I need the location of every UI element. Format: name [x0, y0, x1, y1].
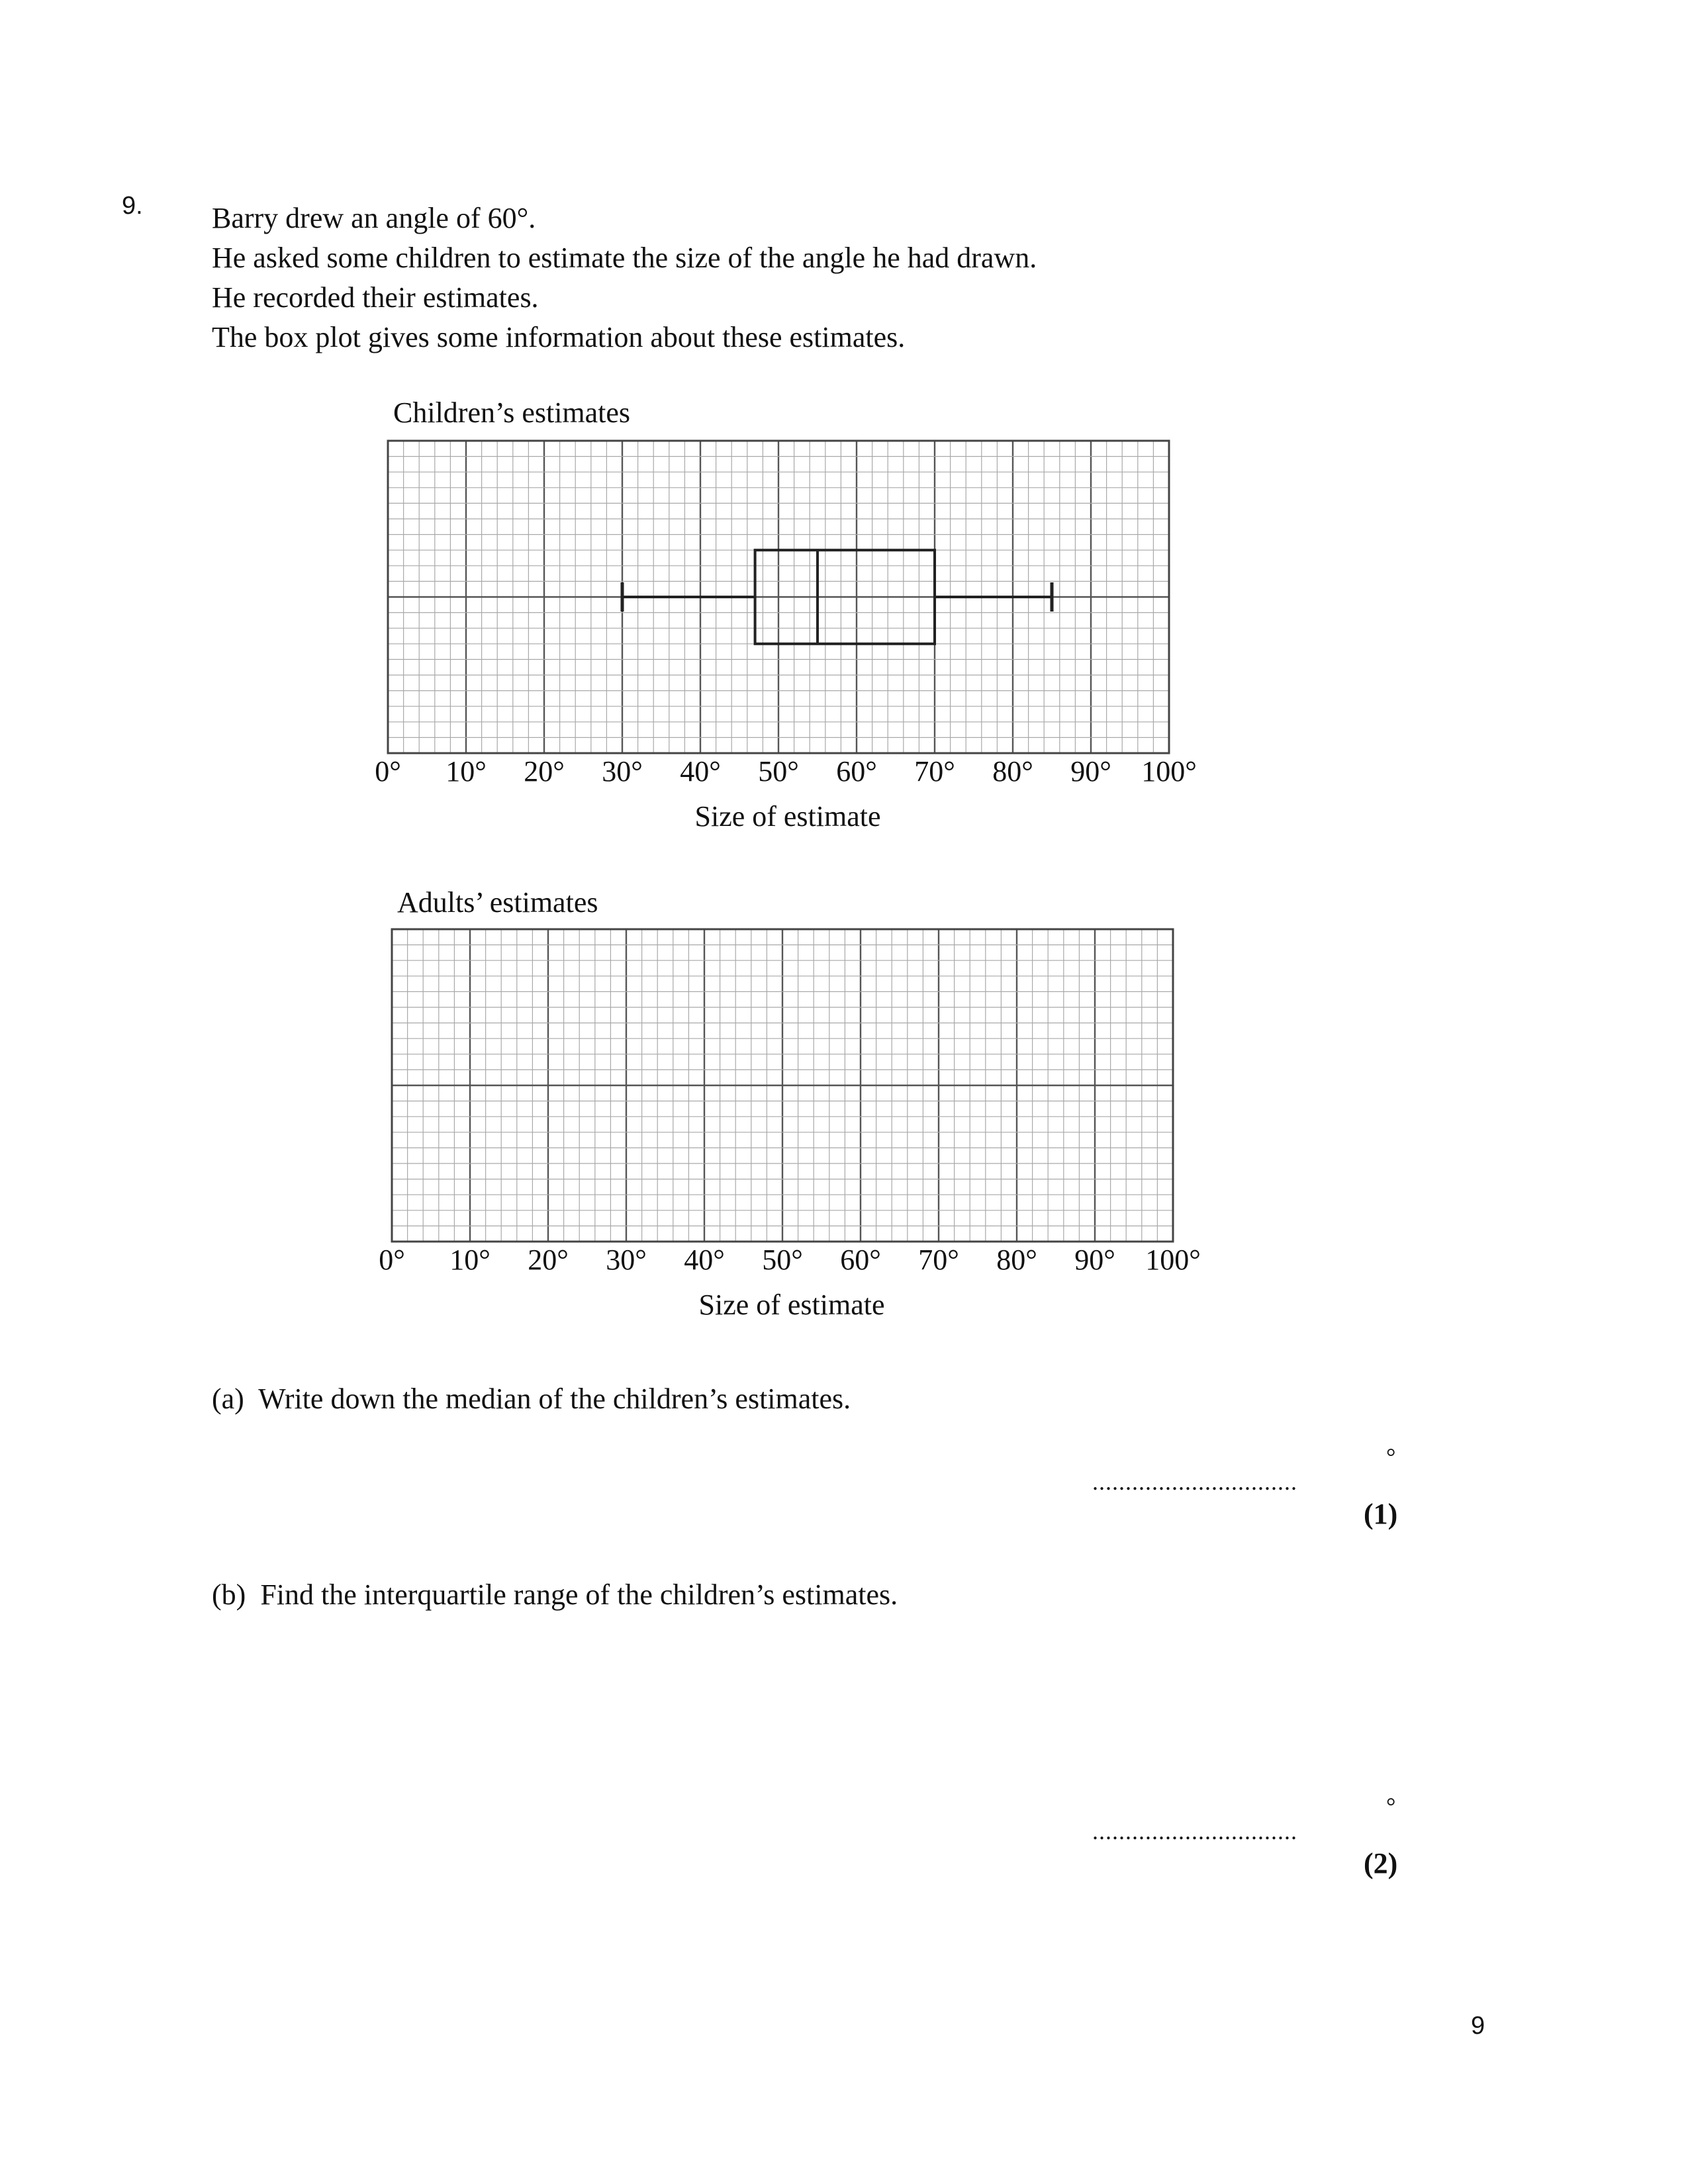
x-tick-label: 70°	[914, 755, 955, 788]
part-a-degree-unit: °	[1386, 1443, 1396, 1470]
part-a-text: Write down the median of the children’s estimates.	[258, 1383, 851, 1415]
x-tick-label: 30°	[606, 1244, 647, 1276]
intro-line-3: He recorded their estimates.	[212, 281, 539, 314]
x-tick-label: 80°	[992, 755, 1033, 788]
x-tick-label: 50°	[758, 755, 799, 788]
intro-line-2: He asked some children to estimate the size of the angle he had drawn.	[212, 242, 1037, 274]
x-tick-label: 20°	[524, 755, 565, 788]
part-a-label: (a)	[212, 1383, 244, 1415]
part-b-answer-line[interactable]: ...............................	[1092, 1818, 1297, 1844]
part-a-question	[212, 1382, 851, 1416]
page-number: 9	[1471, 2012, 1485, 2040]
part-a-marks: (1)	[1364, 1498, 1398, 1530]
x-tick-label: 60°	[840, 1244, 881, 1276]
x-tick-label: 50°	[762, 1244, 803, 1276]
intro-line-1: Barry drew an angle of 60°.	[212, 202, 536, 234]
part-a-answer-line[interactable]: ...............................	[1092, 1469, 1297, 1495]
x-tick-label: 40°	[680, 755, 721, 788]
x-tick-label: 70°	[918, 1244, 959, 1276]
x-tick-label: 20°	[528, 1244, 569, 1276]
part-b-label: (b)	[212, 1578, 246, 1611]
x-tick-label: 60°	[836, 755, 877, 788]
adults-chart-title: Adults’ estimates	[397, 886, 598, 919]
x-tick-label: 90°	[1074, 1244, 1115, 1276]
x-tick-label: 90°	[1070, 755, 1111, 788]
children-box-plot-grid	[384, 437, 1178, 757]
part-b-marks: (2)	[1364, 1847, 1398, 1880]
part-b-text: Find the interquartile range of the children’s estimates.	[260, 1578, 898, 1611]
part-b-degree-unit: °	[1386, 1793, 1396, 1819]
adults-x-axis-label: Size of estimate	[698, 1289, 885, 1321]
x-tick-label: 0°	[375, 755, 401, 788]
x-tick-label: 40°	[684, 1244, 725, 1276]
x-tick-label: 10°	[445, 755, 487, 788]
children-chart-title: Children’s estimates	[393, 396, 631, 429]
part-b-question	[212, 1578, 898, 1612]
x-tick-label: 100°	[1145, 1244, 1201, 1276]
adults-box-plot-grid[interactable]	[388, 925, 1182, 1246]
x-tick-label: 80°	[996, 1244, 1037, 1276]
intro-line-4: The box plot gives some information about these estimates.	[212, 321, 906, 353]
x-tick-label: 0°	[379, 1244, 405, 1276]
x-tick-label: 100°	[1141, 755, 1197, 788]
children-x-axis-label: Size of estimate	[694, 800, 881, 833]
question-number: 9.	[122, 192, 143, 220]
x-tick-label: 30°	[602, 755, 643, 788]
x-tick-label: 10°	[449, 1244, 491, 1276]
